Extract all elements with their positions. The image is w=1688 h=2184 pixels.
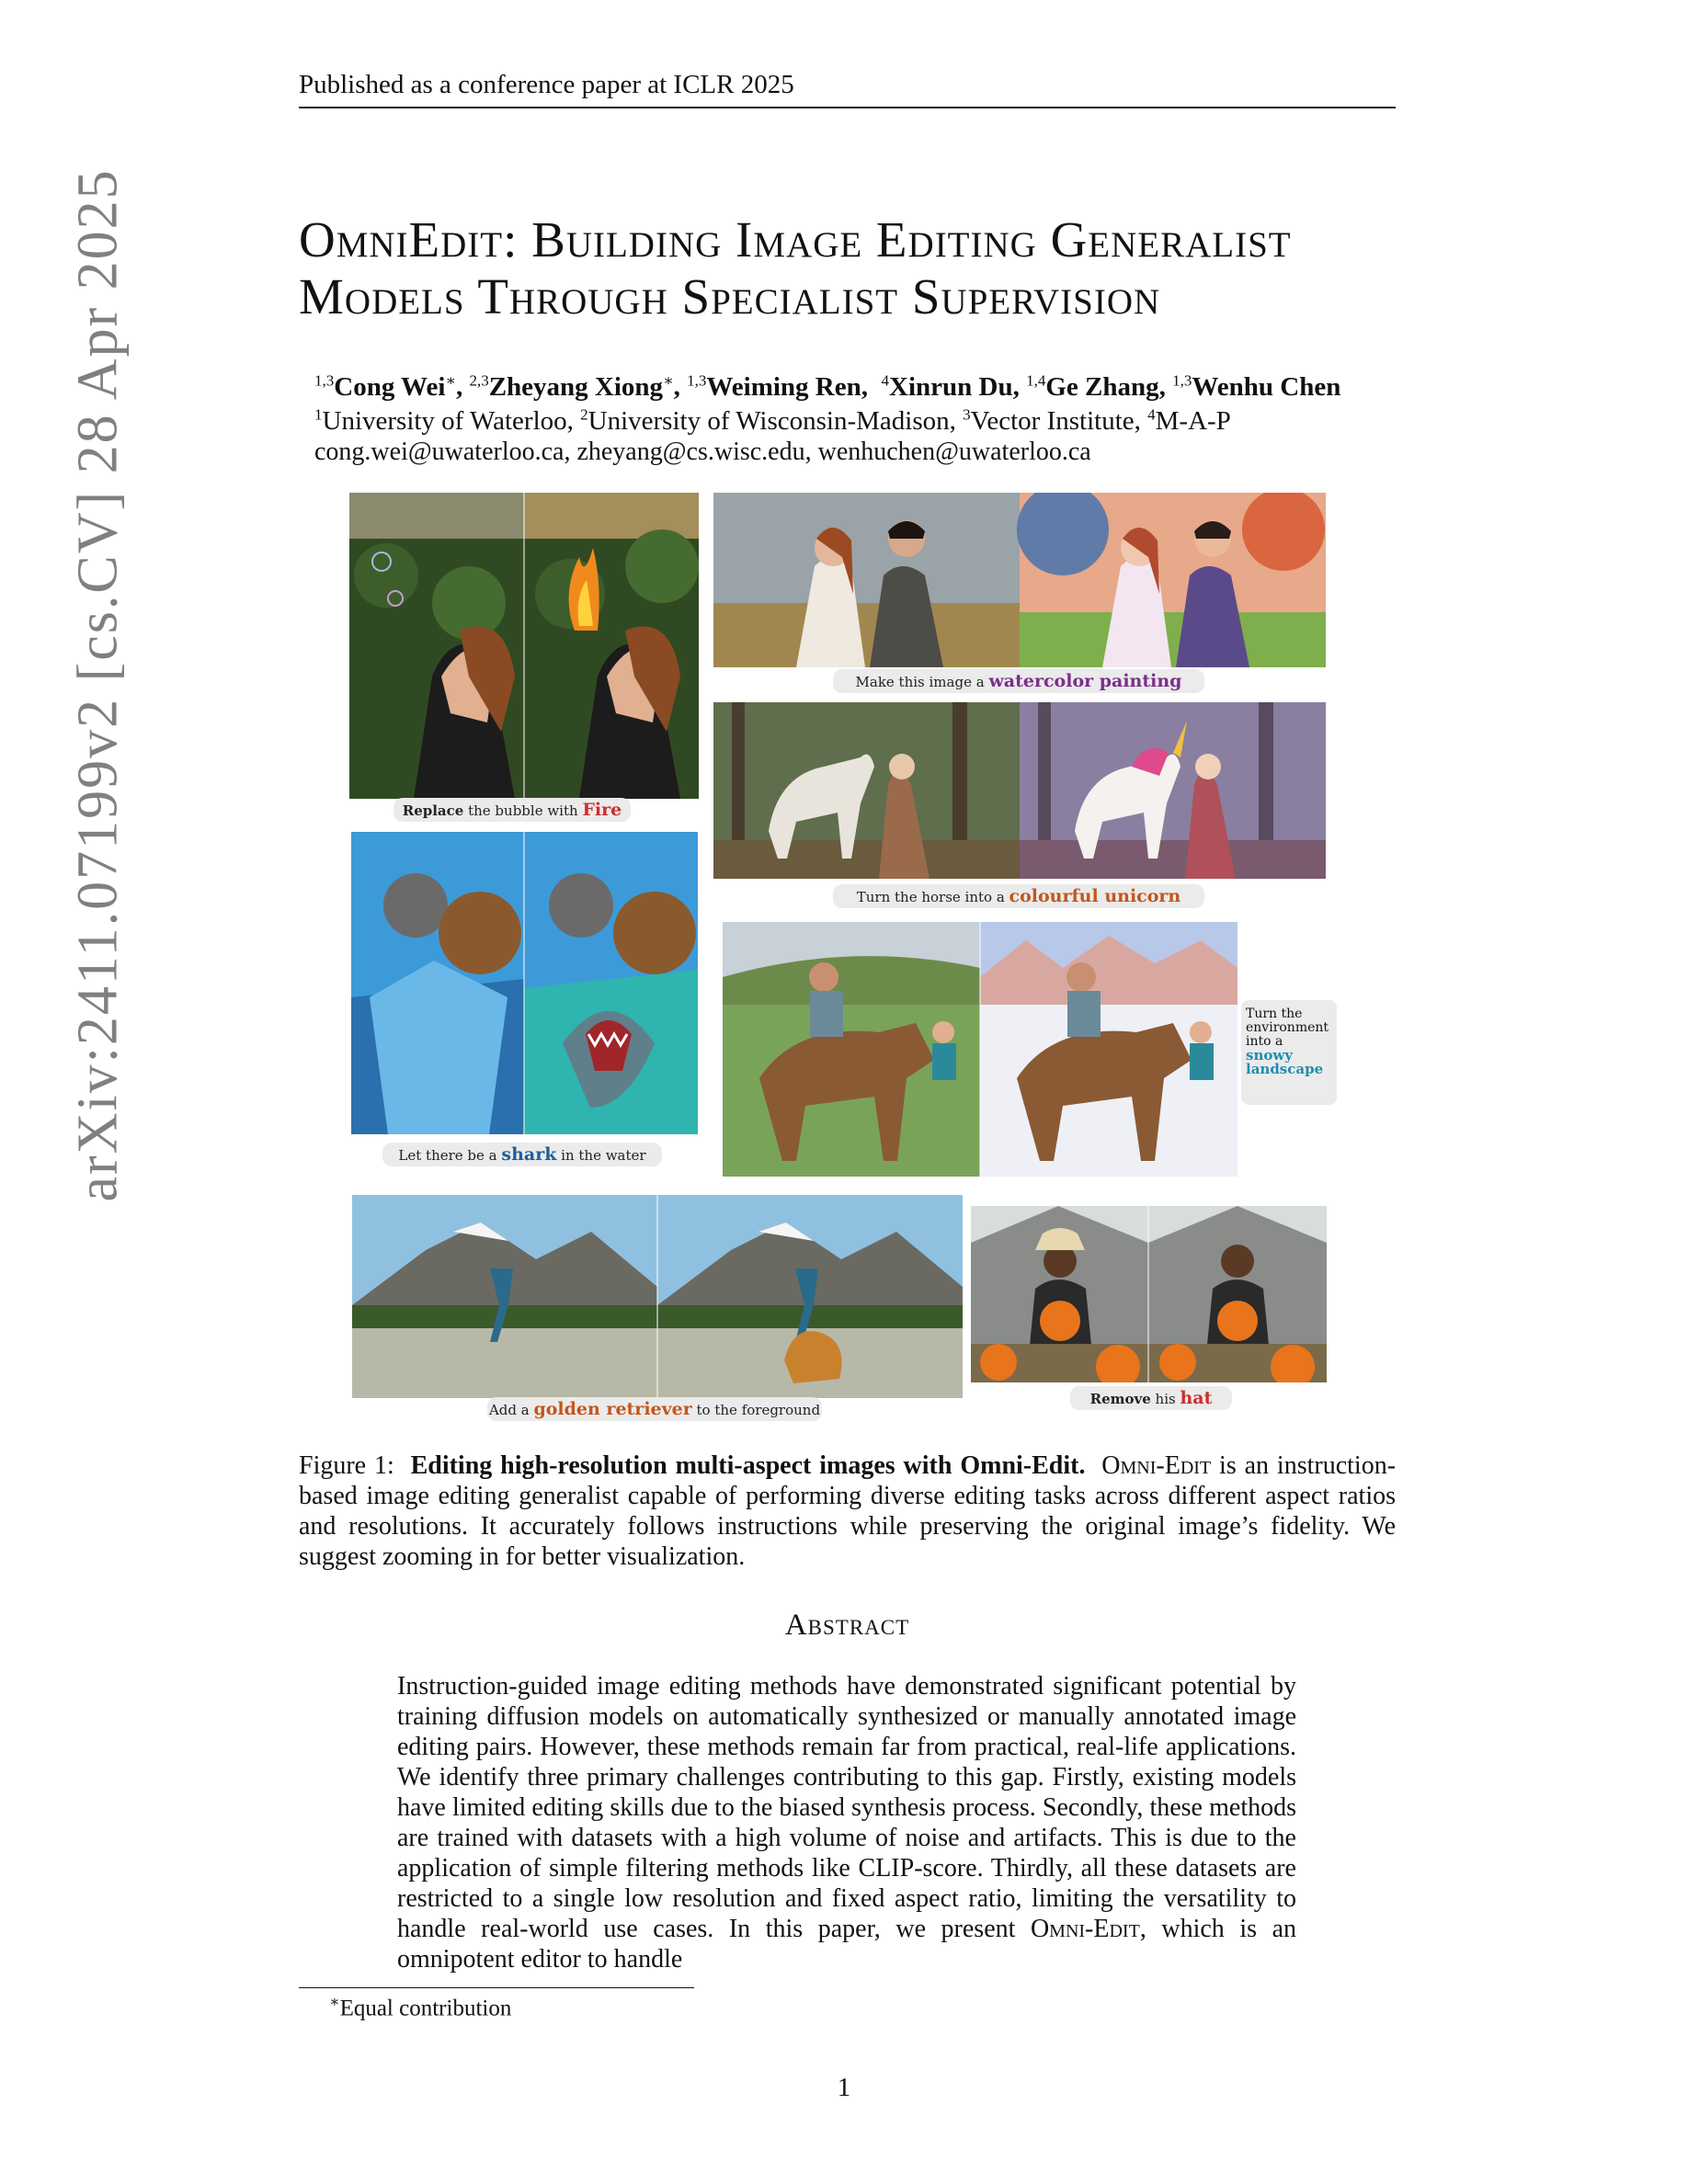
page-number: 1 (837, 2073, 851, 2102)
edit-label-retriever: Add a golden retriever to the foreground (488, 1399, 821, 1419)
edit-label-hat: Remove his hat (1070, 1386, 1232, 1410)
affiliation: $^3$Vector Institute (963, 405, 1135, 436)
edit-label-unicorn: Turn the horse into a colourful unicorn (833, 884, 1204, 908)
author: $^{1,3}$Weiming Ren (687, 371, 861, 402)
edit-label-shark: Let there be a shark in the water (382, 1143, 662, 1166)
unicorn-image (713, 702, 1326, 879)
shark-image (351, 832, 698, 1134)
author: $^{2,3}$Zheyang Xiong∗ (469, 371, 674, 402)
edit-label-snowy: Turn the environment into a snowy landscape (1241, 1000, 1337, 1105)
affiliation: $^1$University of Waterloo (314, 405, 567, 436)
running-head: Published as a conference paper at ICLR 2025 (299, 70, 794, 99)
title-line-1: OmniEdit: Building Image Editing Generalist (299, 211, 1292, 267)
author-list: $^{1,3}$Cong Wei∗, $^{2,3}$Zheyang Xiong∗, $^{1,3}$Weiming Ren, $^4$Xinrun Du, $^{1,4}$Ge Zhang, $^{1,3}$Wenhu Chen (314, 371, 1341, 402)
affiliations: $^1$University of Waterloo, $^2$University of Wisconsin-Madison, $^3$Vector Institute, $^4$M-A-P (314, 405, 1231, 436)
arxiv-stamp: arXiv:2411.07199v2 [cs.CV] 28 Apr 2025 (66, 168, 130, 1202)
affiliation: $^2$University of Wisconsin-Madison (580, 405, 950, 436)
watercolor-image (713, 493, 1326, 667)
edit-label-watercolor: Make this image a watercolor painting (833, 669, 1204, 693)
footnote: ∗Equal contribution (329, 1993, 512, 2021)
hat-removal-image (971, 1206, 1327, 1382)
golden-retriever-image (352, 1195, 963, 1398)
title-line-2: Models Through Specialist Supervision (299, 268, 1161, 324)
figure-caption: Figure 1: Editing high-resolution multi-aspect images with Omni-Edit. Omni-Edit is an instruction-based image editing generalist capable of performing diverse editing tasks across different aspect ratios and resolutions. It accurately follows instructions while preserving the original image’s fidelity. We suggest zooming in for better visualization. (299, 1451, 1397, 1571)
author-emails: cong.wei@uwaterloo.ca, zheyang@cs.wisc.edu, wenhuchen@uwaterloo.ca (314, 438, 1091, 466)
author: $^4$Xinrun Du (881, 371, 1013, 402)
abstract-body: Instruction-guided image editing methods have demonstrated significant potential by training diffusion models on automatically synthesized or manually annotated image editing pairs. However, these methods remain far from practical, real-life applications. We identify three primary challenges contributing to this gap. Firstly, existing models have limited editing skills due to the biased synthesis process. Secondly, these methods are trained with datasets with a high volume of noise and artifacts. This is due to the application of simple filtering methods like CLIP-score. Thirdly, all these datasets are restricted to a single low resolution and fixed aspect ratio, limiting the versatility to handle real-world use cases. In this paper, we present Omni-Edit, which is an omnipotent editor to handle (397, 1672, 1297, 1974)
author: $^{1,4}$Ge Zhang (1026, 371, 1159, 402)
footnote-rule (299, 1987, 694, 1988)
snowy-image (723, 922, 1237, 1177)
edit-label-fire: Replace the bubble with Fire (393, 798, 631, 822)
affiliation: $^4$M-A-P (1147, 405, 1231, 436)
author: $^{1,3}$Cong Wei∗ (314, 371, 456, 402)
paper-title (299, 211, 1402, 325)
bubble-fire-image (349, 493, 699, 799)
author: $^{1,3}$Wenhu Chen (1172, 371, 1341, 402)
abstract-heading: Abstract (784, 1609, 910, 1642)
header-rule (299, 107, 1396, 108)
caption-bold: Editing high-resolution multi-aspect images with Omni-Edit. (410, 1451, 1086, 1480)
